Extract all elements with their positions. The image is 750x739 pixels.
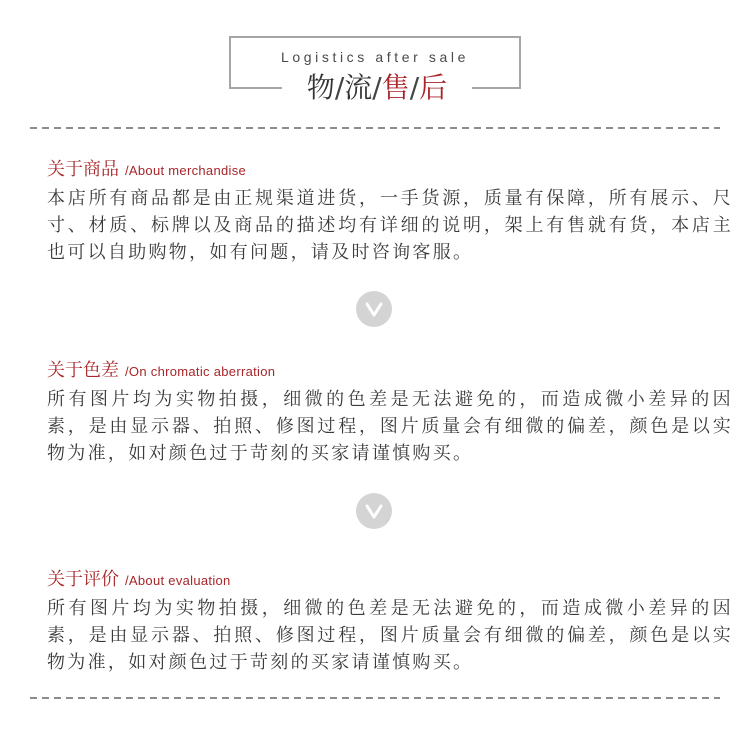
section-heading-en: /About evaluation	[125, 573, 231, 588]
section-heading-en: /On chromatic aberration	[125, 364, 276, 379]
dashed-divider-top	[30, 127, 720, 129]
section-merchandise	[47, 157, 737, 266]
title-slash: /	[334, 71, 345, 104]
section-heading-cn: 关于色差	[47, 360, 119, 381]
header-subtitle: Logistics after sale	[281, 49, 469, 65]
section-heading	[47, 157, 737, 183]
section-heading-cn: 关于商品	[47, 159, 119, 180]
title-part-accent: 后	[419, 71, 448, 104]
section-body: 所有图片均为实物拍摄，细微的色差是无法避免的，而造成微小差异的因素，是由显示器、拍照、修图过程，图片质量会有细微的偏差，颜色是以实物为准，如对颜色过于苛刻的买家请谨慎购买。	[47, 389, 733, 464]
section-body: 本店所有商品都是由正规渠道进货，一手货源，质量有保障，所有展示、尺寸、材质、标牌以及商品的描述均有详细的说明，架上有售就有货，本店主也可以自助购物，如有问题，请及时咨询客服。	[47, 188, 733, 263]
header-underline-left	[229, 87, 282, 89]
chevron-down-icon	[356, 493, 392, 529]
page-title	[286, 70, 468, 106]
chevron-down-icon	[356, 291, 392, 327]
section-heading	[47, 567, 737, 593]
title-part: 流	[344, 71, 373, 104]
section-evaluation	[47, 567, 737, 676]
section-chromatic-aberration	[47, 358, 737, 467]
dashed-divider-bottom	[30, 697, 720, 699]
section-body: 所有图片均为实物拍摄，细微的色差是无法避免的，而造成微小差异的因素，是由显示器、拍照、修图过程，图片质量会有细微的偏差，颜色是以实物为准，如对颜色过于苛刻的买家请谨慎购买。	[47, 598, 733, 673]
header-underline-right	[472, 87, 521, 89]
section-heading-en: /About merchandise	[125, 163, 247, 178]
title-slash: /	[372, 71, 382, 104]
section-heading	[47, 358, 737, 384]
section-heading-cn: 关于评价	[47, 569, 119, 590]
title-part: 物	[306, 71, 335, 104]
title-part-accent: 售	[381, 71, 410, 104]
title-slash: /	[409, 71, 420, 104]
